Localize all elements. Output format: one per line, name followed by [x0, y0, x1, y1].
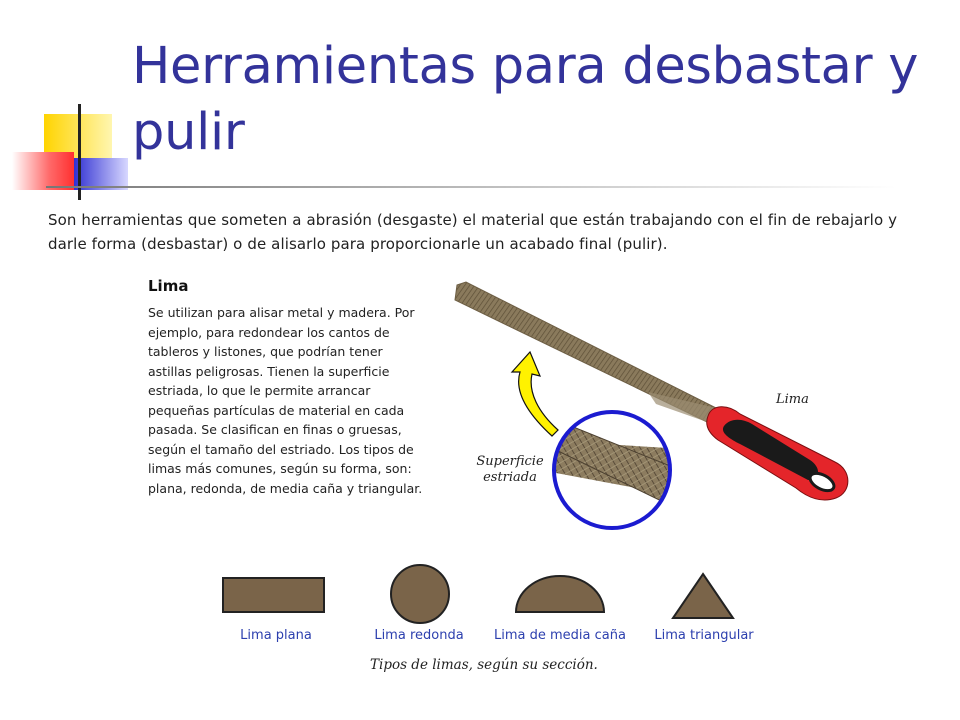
sections-caption: Tipos de limas, según su sección.	[370, 657, 598, 673]
title-rule	[46, 186, 896, 188]
file-illustration	[440, 270, 860, 550]
label-lima-plana: Lima plana	[240, 628, 312, 643]
deco-square-red	[12, 152, 74, 190]
label-superficie-estriada: Superficie estriada	[476, 454, 544, 485]
section-triangular	[673, 574, 733, 618]
page-title: Herramientas para desbastar y pulir	[132, 37, 919, 162]
label-lima-media-cana: Lima de media caña	[494, 628, 626, 643]
yellow-arrow	[512, 352, 558, 436]
section-half-round	[516, 576, 604, 612]
section-flat	[223, 578, 324, 612]
file-sections	[210, 560, 770, 630]
intro-paragraph: Son herramientas que someten a abrasión (desgaste) el material que están trabajando con el fin de rebajarlo y darle forma (desbastar) o de alisarlo para proporcionarle un acabado final (pulir).	[48, 211, 898, 253]
lima-description: Se utilizan para alisar metal y madera. Por ejemplo, para redondear los cantos de tableros y listones, que podrían tener astillas peligrosas. Tienen la superficie estriada, lo que le permite arrancar pequeñas partículas de material en cada pasada. Se clasifican en finas o gruesas, según el tamaño del estriado. Los tipos de limas más comunes, según su forma, son: plana, redonda, de media caña y triangular.	[148, 305, 423, 496]
lima-heading: Lima	[148, 277, 189, 295]
label-lima-triangular: Lima triangular	[654, 628, 754, 643]
section-round	[391, 565, 449, 623]
label-lima: Lima	[776, 392, 809, 407]
label-lima-redonda: Lima redonda	[374, 628, 464, 643]
deco-vertical-bar	[78, 104, 81, 200]
